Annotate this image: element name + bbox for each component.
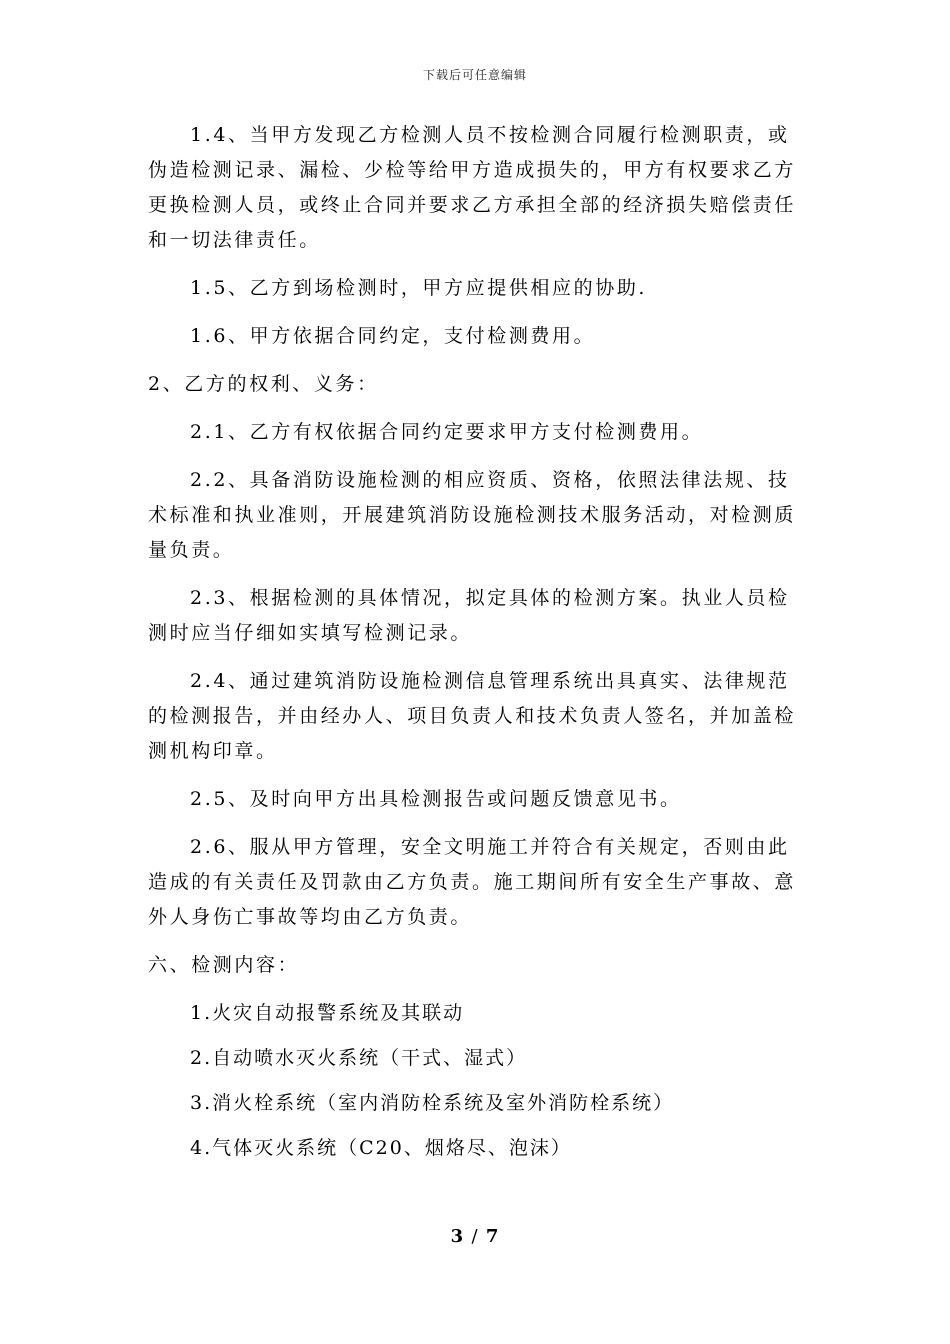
document-body (148, 118, 808, 1176)
clause-2-6: 2.6、服从甲方管理，安全文明施工并符合有关规定，否则由此造成的有关责任及罚款由乙方负责。施工期间所有安全生产事故、意外人身伤亡事故等均由乙方负责。 (148, 836, 797, 928)
clause-2-2: 2.2、具备消防设施检测的相应资质、资格，依照法律法规、技术标准和执业准则，开展建筑消防设施检测技术服务活动，对检测质量负责。 (148, 469, 797, 561)
clause-2-1: 2.1、乙方有权依据合同约定要求甲方支付检测费用。 (190, 421, 704, 443)
clause-2-4: 2.4、通过建筑消防设施检测信息管理系统出具真实、法律规范的检测报告，并由经办人、项目负责人和技术负责人签名，并加盖检测机构印章。 (148, 670, 797, 762)
clause-1-6: 1.6、甲方依据合同约定，支付检测费用。 (190, 325, 596, 347)
section-heading-inspection: 六、检测内容： (148, 954, 300, 976)
clause-2-5: 2.5、及时向甲方出具检测报告或问题反馈意见书。 (190, 788, 682, 810)
page-header: 下载后可任意编辑 (422, 68, 527, 82)
page-number (0, 1226, 950, 1247)
list-item: 2.自动喷水灭火系统（干式、湿式） (190, 1047, 528, 1069)
list-item: 4.气体灭火系统（C20、烟烙尽、泡沫） (190, 1137, 572, 1159)
page-current: 3 (450, 1226, 465, 1247)
page-separator: / (471, 1226, 479, 1247)
page-total: 7 (485, 1226, 500, 1247)
clause-2-3: 2.3、根据检测的具体情况，拟定具体的检测方案。执业人员检测时应当仔细如实填写检测记录。 (148, 587, 790, 644)
list-item: 3.消火栓系统（室内消防栓系统及室外消防栓系统） (190, 1092, 675, 1114)
section-heading-party-b: 2、乙方的权利、义务： (148, 373, 379, 395)
clause-1-4: 1.4、当甲方发现乙方检测人员不按检测合同履行检测职责，或伪造检测记录、漏检、少检等给甲方造成损失的，甲方有权要求乙方更换检测人员，或终止合同并要求乙方承担全部的经济损失赔偿责任和一切法律责任。 (148, 124, 797, 251)
clause-1-5: 1.5、乙方到场检测时，甲方应提供相应的协助. (190, 277, 648, 299)
inspection-list (148, 996, 808, 1166)
list-item: 1.火灾自动报警系统及其联动 (190, 1002, 465, 1024)
